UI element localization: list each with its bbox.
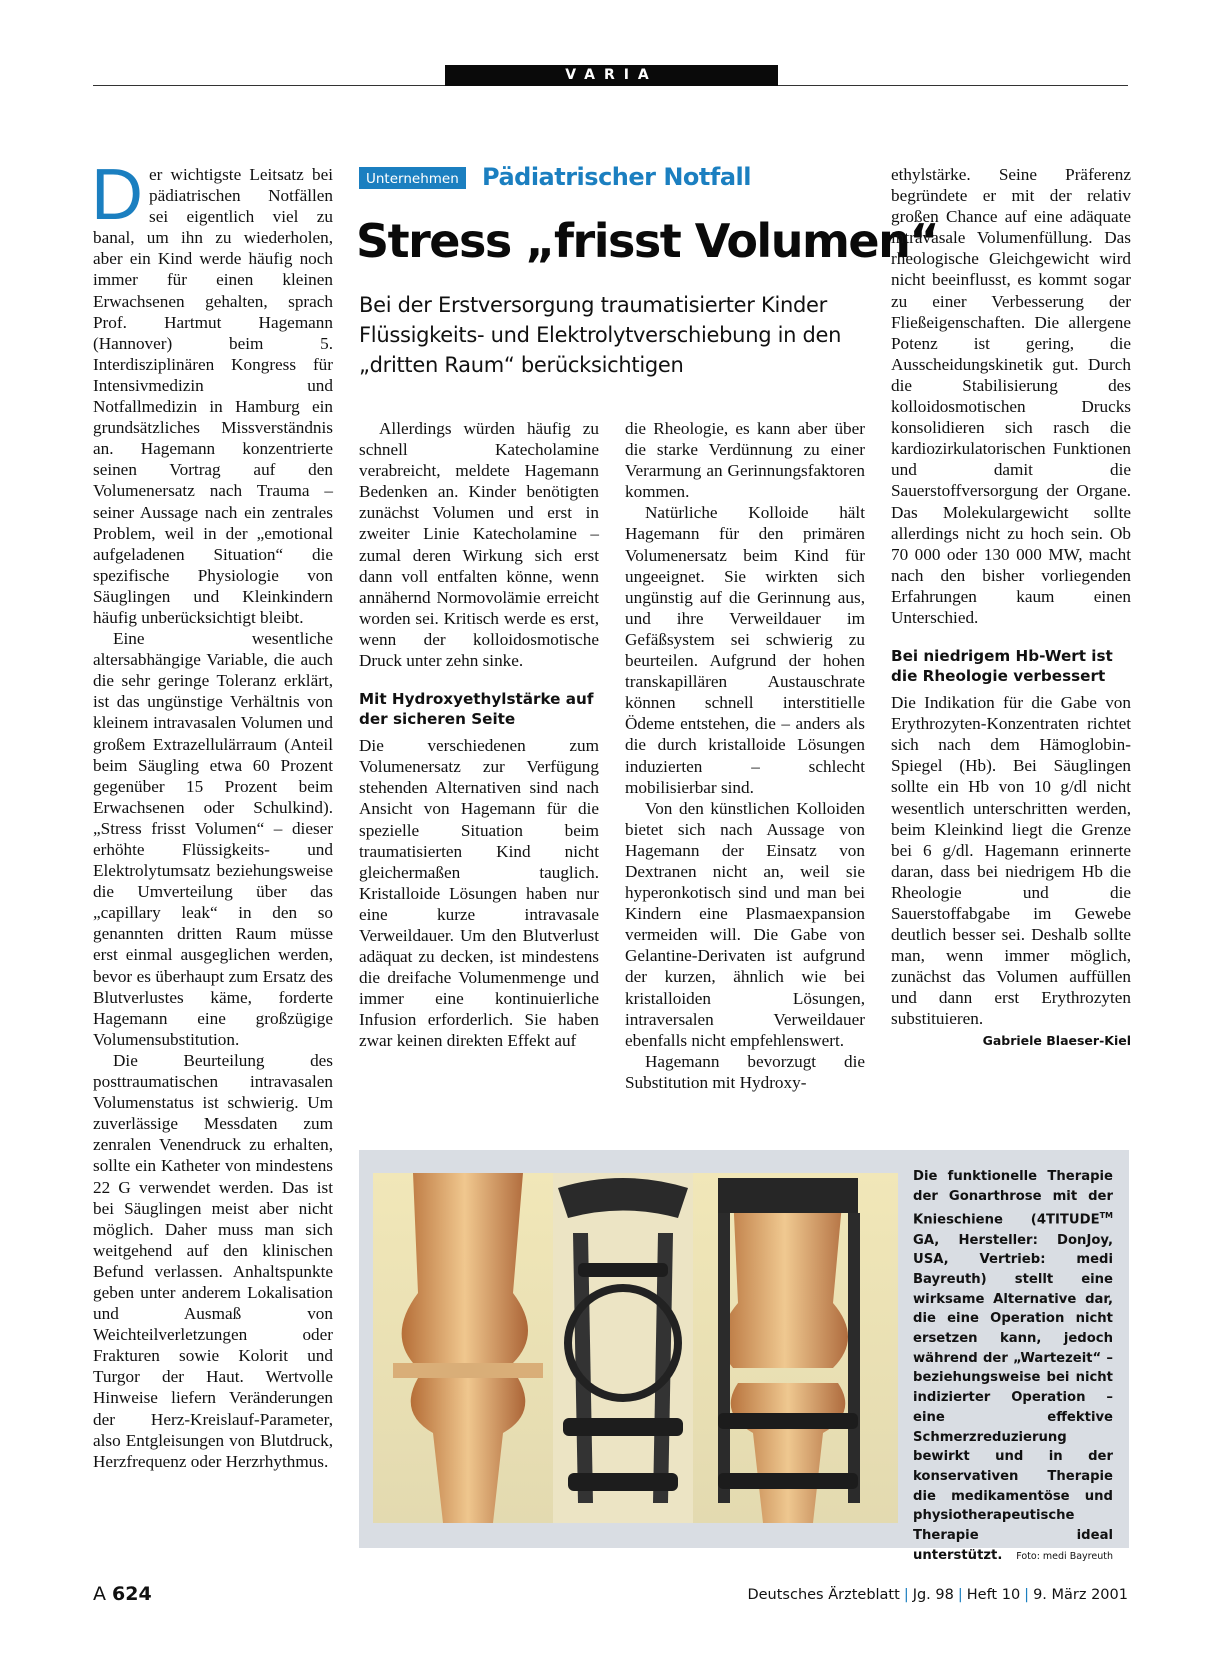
section-header: VARIA [445, 65, 778, 86]
article-column-1 [91, 155, 333, 1472]
volume: Jg. 98 [912, 1587, 954, 1603]
photo-credit: Foto: medi Bayreuth [1016, 1550, 1113, 1562]
divider: | [1024, 1587, 1030, 1603]
article-headline: Stress „frisst Volumen“ [356, 214, 939, 268]
article-column-3 [625, 418, 865, 1093]
drop-cap: D [91, 155, 143, 235]
category-tag: Unternehmen [359, 167, 466, 189]
divider: | [903, 1587, 909, 1603]
journal-footer [747, 1587, 1128, 1603]
knee-brace-photo [373, 1173, 898, 1523]
paragraph: Von den künstlichen Kolloiden bietet sich nach Aussage von Hagemann der Einsatz von Dextranen nicht an, weil sie hyperonkotisch sind und man bei Kindern eine Plasmaexpansion vermeiden will. Die Gabe von Gelantine-Derivaten ist aufgrund der kurzen, ähnlich wie bei kristalloiden Lösungen, intraversalen Verweildauer ebenfalls nicht empfehlenswert. [625, 798, 865, 1050]
knee-illustration [373, 1173, 898, 1523]
paragraph: die Rheologie, es kann aber über die starke Verdünnung zu einer Verarmung an Gerinnungsfaktoren kommen. [625, 419, 865, 502]
paragraph: Hagemann bevorzugt die Substitution mit Hydroxy- [625, 1051, 865, 1092]
date: 9. März 2001 [1033, 1587, 1128, 1603]
article-kicker: Pädiatrischer Notfall [482, 163, 751, 191]
divider: | [957, 1587, 963, 1603]
paragraph: Die Indikation für die Gabe von Erythrozyten-Konzentraten richtet sich nach dem Hämoglobin-Spiegel (Hb). Bei Säuglingen sollte ein Hb von 10 g/dl nicht wesentlich unterschritten werden, beim Kleinkind liegt die Grenze bei 6 g/dl. Hagemann erinnerte daran, dass bei niedrigem Hb die Rheologie und die Sauerstoffabgabe im Gewebe deutlich besser sei. Deshalb sollte man, wenn immer möglich, zunächst das Volumen auffüllen und dann erst Erythrozyten substituieren. Gabriele Blaeser-Kiel [891, 692, 1131, 1030]
photo-caption: Die funktionelle Therapie der Gonarthrose mit der Knieschiene (4TITUDE™ GA, Hersteller: DonJoy, USA, Vertrieb: medi Bayreuth) stellt eine wirksame Alternative dar, die eine Operation nicht ersetzen kann, jedoch während der „Wartezeit“ – beziehungsweise bei nicht indizierter Operation – eine effektive Schmerzreduzierung bewirkt und in der konservativen Therapie die medikamentöse und physiotherapeutische Therapie ideal unterstützt. Foto: medi Bayreuth [913, 1167, 1113, 1566]
paragraph: ethylstärke. Seine Präferenz begründete er mit der relativ großen Chance auf eine adäquate intravasale Volumenfüllung. Das rheologische Gleichgewicht wird nicht beeinflusst, es kommt sogar zu einer Verbesserung der Fließeigenschaften. Die allergene Potenz ist gering, die Ausscheidungskinetik gut. Durch die Stabilisierung des kolloidosmotischen Drucks konsolidieren sich rasch die kardiozirkulatorischen Funktionen und damit die Sauerstoffversorgung der Organe. Das Molekulargewicht sollte allerdings nicht zu hoch sein. Ob 70 000 oder 130 000 MW, macht nach den bisher vorliegenden Erfahrungen kaum einen Unterschied. [891, 165, 1131, 627]
paragraph: Die Beurteilung des posttraumatischen intravasalen Volumenstatus ist schwierig. Um zuverlässige Messdaten zum zenralen Venendruck zu erhalten, sollte ein Katheter von mindestens 22 G verwendet werden. Das ist bei Säuglingen meist aber nicht möglich. Daher muss man sich weitgehend auf den klinischen Befund verlassen. Anhaltspunkte geben unter anderem Lokalisation und Ausmaß von Weichteilverletzungen oder Frakturen sowie Kolorit und Turgor der Haut. Wertvolle Hinweise liefern Veränderungen der Herz-Kreislauf-Parameter, also Entgleisungen von Blutdruck, Herzfrequenz oder Herzrhythmus. [93, 1050, 333, 1471]
paragraph: Die verschiedenen zum Volumenersatz zur Verfügung stehenden Alternativen sind nach Ansicht von Hagemann für die spezielle Situation beim traumatisierten Kind nicht gleichermaßen tauglich. Kristalloide Lösungen haben nur eine kurze intravasale Verweildauer. Um den Blutverlust adäquat zu decken, ist mindestens die dreifache Volumenmenge und immer eine kontinuierliche Infusion erforderlich. Sie haben zwar keinen direkten Effekt auf [359, 736, 599, 1051]
issue: Heft 10 [966, 1587, 1021, 1603]
paragraph: Eine wesentliche altersabhängige Variable, die auch die sehr geringe Toleranz erklärt, ist das ungünstige Verhältnis von kleinem intravasalen Volumen und großem Extrazellulärraum (Anteil beim Säugling etwa 60 Prozent gegenüber 15 Prozent beim Erwachsenen oder Schulkind). „Stress frisst Volumen“ – dieser erhöhte Flüssigkeits- und Elektrolytumsatz beziehungsweise die Umverteilung über das „capillary leak“ in den so genannten dritten Raum müsse erst einmal ausgeglichen werden, bevor es überhaupt zum Ersatz des Blutverlustes käme, forderte Hagemann eine großzügige Volumensubstitution. [93, 629, 333, 1049]
byline: Gabriele Blaeser-Kiel [982, 1032, 1131, 1048]
page-number: A 624 [93, 1583, 152, 1605]
paragraph: Der wichtigste Leitsatz bei pädiatrischen Notfällen sei eigentlich viel zu banal, um ihn zu wiederholen, aber ein Kind werde häufig noch immer für einen kleinen Erwachsenen gehalten, sprach Prof. Hartmut Hagemann (Hannover) beim 5. Interdisziplinären Kongress für Intensivmedizin und Notfallmedizin in Hamburg ein grundsätzliches Missverständnis an. Hagemann konzentrierte seinen Vortrag auf den Volumenersatz nach Trauma – seiner Aussage nach ein zentrales Problem, weil in der „emotional aufgeladenen Situation“ die spezifische Physiologie von Säuglingen und Kleinkindern häufig unberücksichtigt bleibt. [91, 155, 333, 627]
journal-name: Deutsches Ärzteblatt [747, 1587, 900, 1603]
subheading: Mit Hydroxyethylstärke auf der sicheren Seite [359, 690, 594, 729]
subheading: Bei niedrigem Hb-Wert ist die Rheologie verbessert [891, 647, 1113, 686]
paragraph: Natürliche Kolloide hält Hagemann für den primären Volumenersatz beim Kind für ungeeignet. Sie wirkten sich ungünstig auf die Gerinnung aus, und ihre Verweildauer im Gefäßsystem sei schwierig zu beurteilen. Aufgrund der hohen transkapillären Austauschrate können schnell interstitielle Ödeme entstehen, die – anders als die durch kristalloide Lösungen induzierten – schlecht mobilisierbar sind. [625, 503, 865, 797]
article-column-2 [359, 418, 599, 1052]
paragraph: Allerdings würden häufig zu schnell Katecholamine verabreicht, meldete Hagemann Bedenken an. Kinder benötigten zunächst Volumen und erst in zweiter Linie Katecholamine – zumal deren Wirkung sich erst dann voll entfalten könne, wenn annähernd Normovolämie erreicht worden sei. Kritisch werde es erst, wenn der kolloidosmotische Druck unter zehn sinke. [359, 419, 599, 671]
article-column-4 [891, 164, 1131, 1051]
article-deck: Bei der Erstversorgung traumatisierter Kinder Flüssigkeits- und Elektrolytverschiebung in den „dritten Raum“ berücksichtigen [359, 293, 842, 377]
